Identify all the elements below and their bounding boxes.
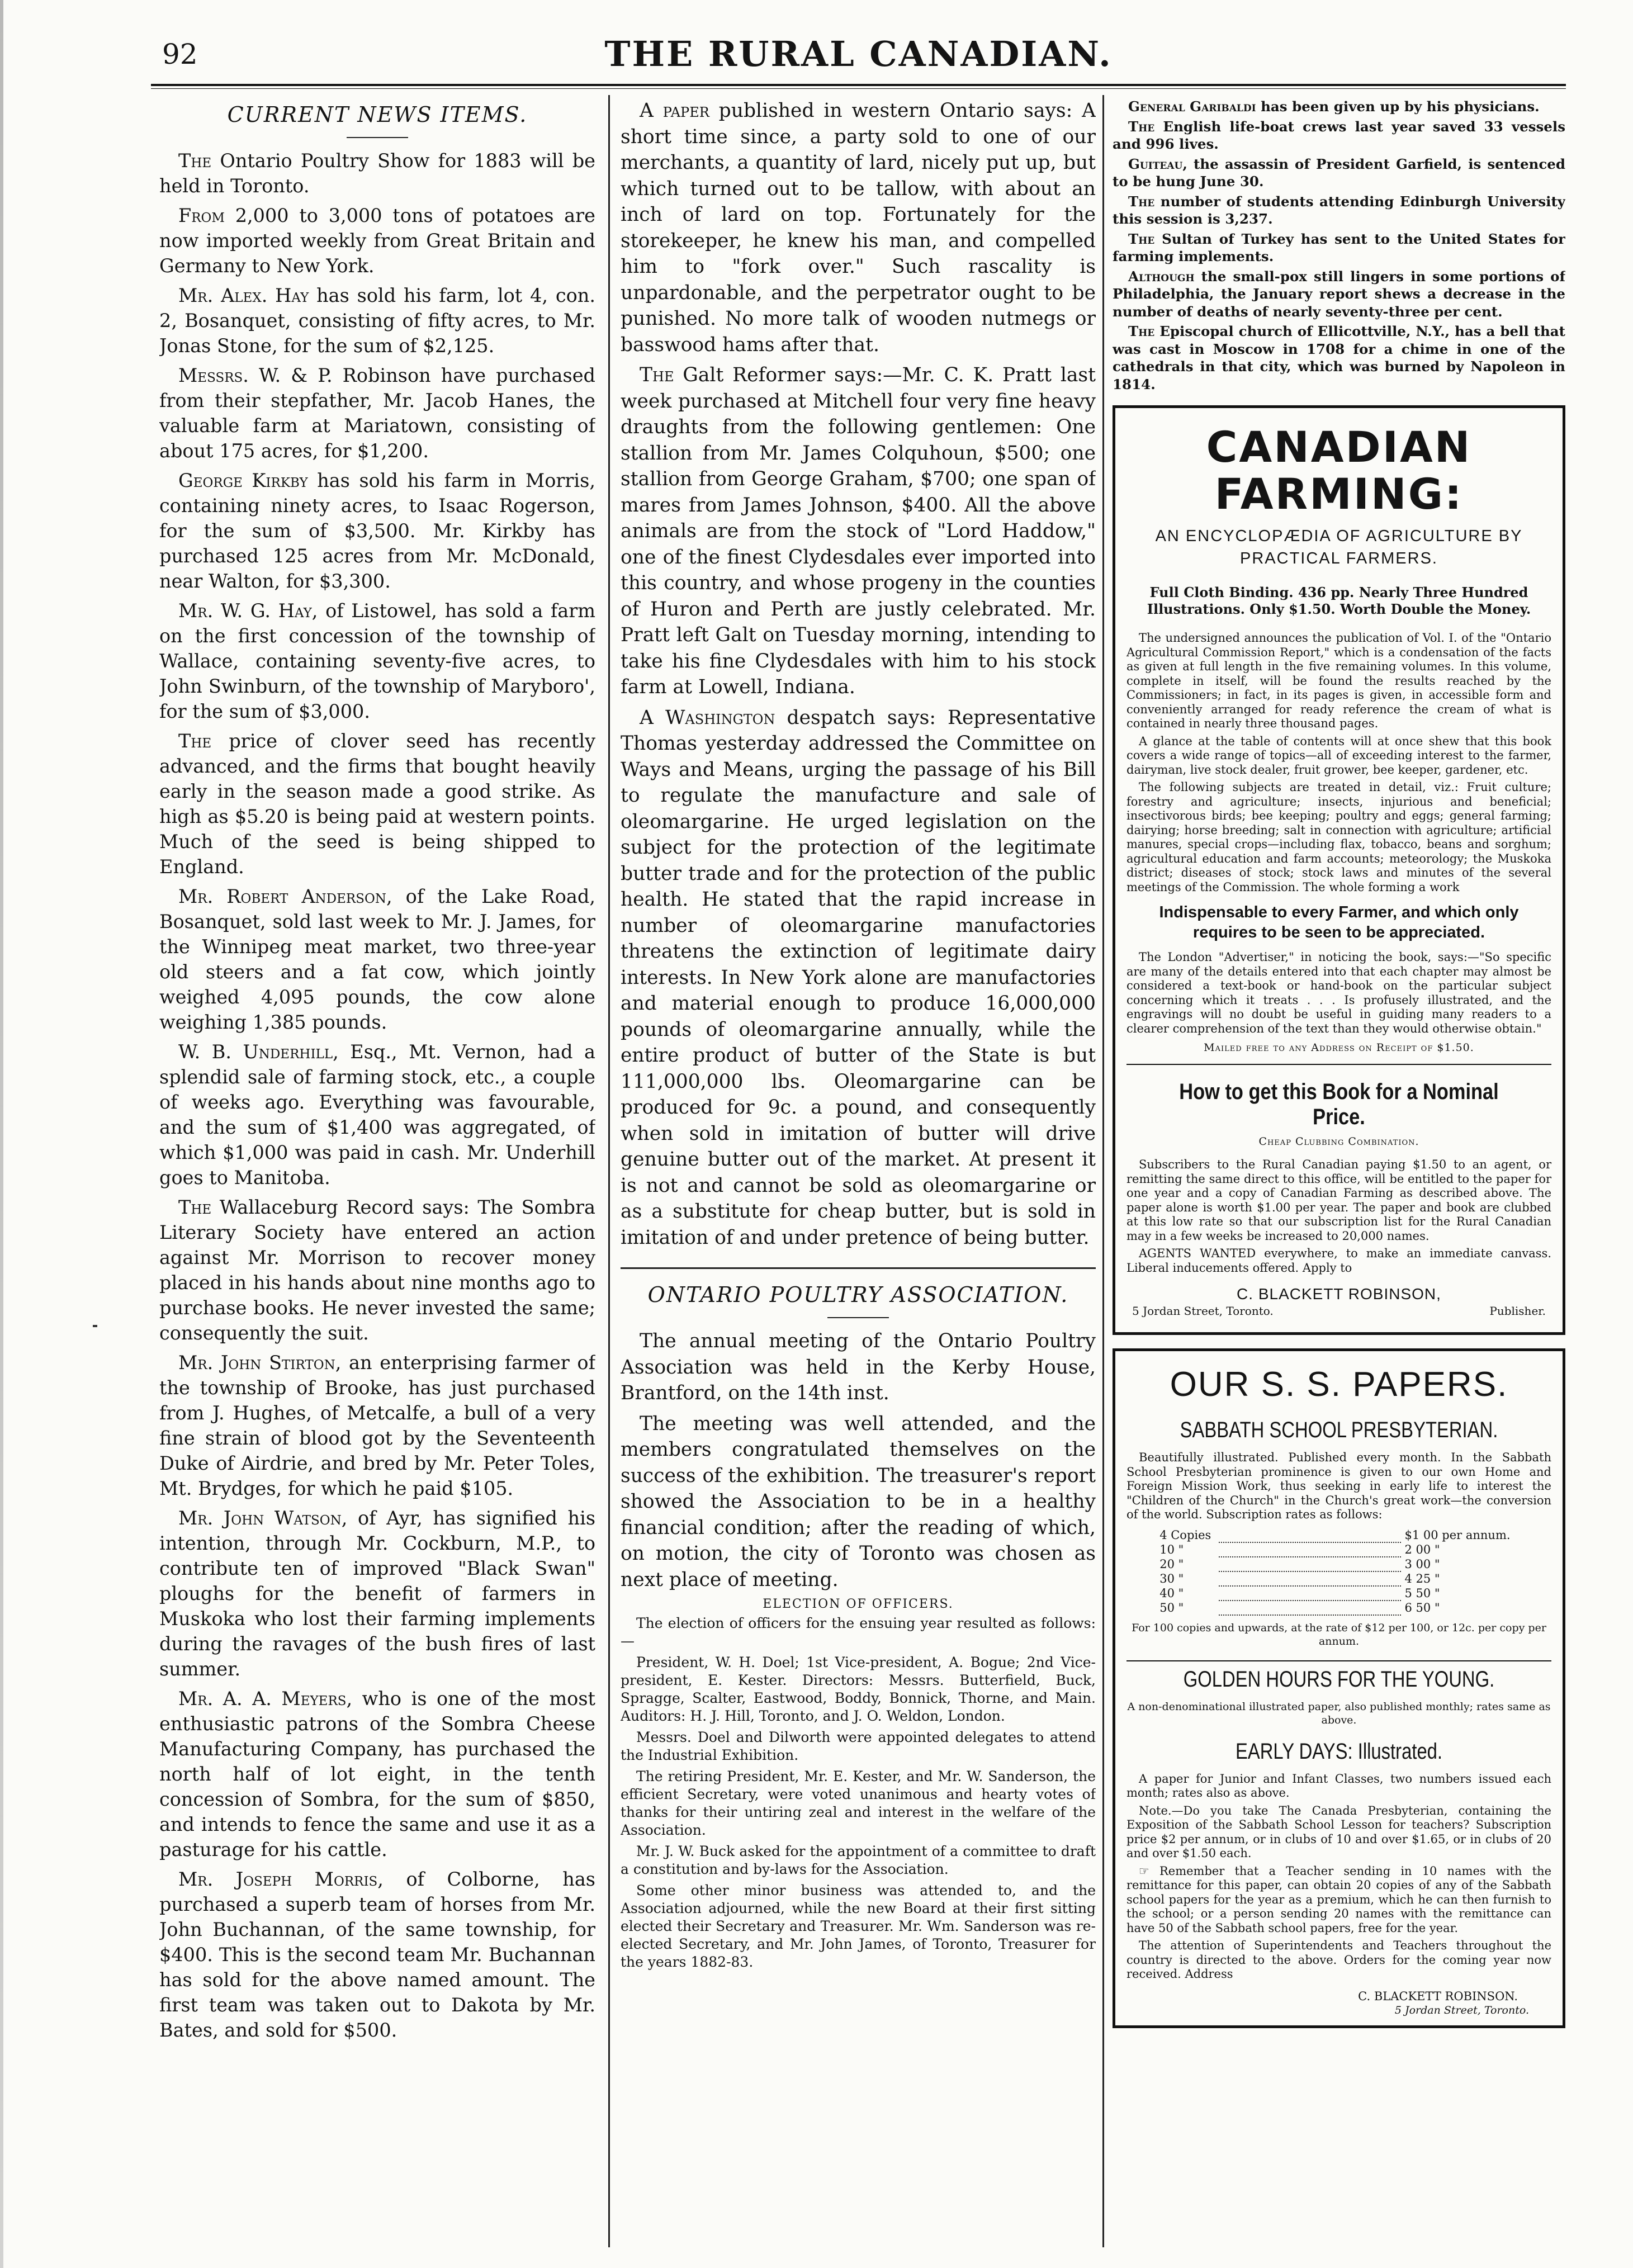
column-notes-ads	[1113, 98, 1565, 2250]
ad-address: 5 Jordan Street, Toronto.	[1132, 1304, 1274, 1318]
ss-ad-paragraph: A non-denominational illustrated paper, also published monthly; rates same as above.	[1127, 1700, 1551, 1726]
ad-offer-subheading: Cheap Clubbing Combination.	[1258, 1135, 1419, 1148]
item-text: Galt Reformer says:—Mr. C. K. Pratt last week purchased at Mitchell four very fine heavy draughts from the following gentlemen: One stallion from Mr. James Colquhoun, $500; one stallion from George Graham, $700; one span of mares from James Johnson, $400. All the above animals are from the stock of "Lord Haddow," one of the finest Clydesdales ever imported into this country, and whose progeny in the counties of Huron and Perth are justly celebrated. Mr. Pratt left Galt on Tuesday morning, intending to take his fine Clydesdales with him to his stock farm at Lowell, Indiana.	[621, 364, 1096, 698]
section-rule	[621, 1267, 1096, 1269]
item-text: Mr. J. W. Buck asked for the appointment of a committee to draft a constitution and by-laws for the Association.	[621, 1843, 1096, 1877]
rate-row	[1156, 1571, 1522, 1586]
rate-row	[1156, 1557, 1522, 1571]
item-text: The annual meeting of the Ontario Poultry Association was held in the Kerby House, Brantford, on the 14th inst.	[621, 1330, 1096, 1404]
item-text: has sold his farm, lot 4, con. 2, Bosanquet, consisting of fifty acres, to Mr. Jonas Stone, for the sum of $2,125.	[159, 285, 595, 357]
item-text: an enterprising farmer of the township of Brooke, has just purchased from J. Hughes, of Metcalfe, a bull of a very fine strain of blood got by the Seventeenth Duke of Airdrie, and bred by Mr. Peter Toles, Mt. Brydges, for which he paid $105.	[159, 1352, 595, 1499]
item-text: of Ayr, has signified his intention, through Mr. Cockburn, M.P., to contribute ten of improved "Black Swan" ploughs for the benefit of farmers in Muskoka who lost their farming implements during the ravages of the bush fires of last summer.	[159, 1507, 595, 1680]
ss-ad-address: 5 Jordan Street, Toronto.	[1394, 2004, 1529, 2016]
section-rule-short	[827, 1317, 889, 1318]
rate-price: 6 50 "	[1404, 1601, 1440, 1614]
brief-note	[1113, 230, 1565, 266]
item-text: 2,000 to 3,000 tons of potatoes are now imported weekly from Great Britain and Germany to New York.	[159, 205, 595, 277]
item-text: of Listowel, has sold a farm on the first concession of the township of Wallace, containing seventy-five acres, to John Swinburn, of the township of Maryboro', for the sum of $3,000.	[159, 600, 595, 722]
item-text: has sold his farm in Morris, containing ninety acres, to Isaac Rogerson, for the sum of $3,500. Mr. Kirkby has purchased 125 acres from Mr. McDonald, near Walton, for $3,300.	[159, 470, 595, 592]
rate-price: 3 00 "	[1404, 1557, 1440, 1571]
item-lead-words: The	[178, 1196, 212, 1218]
rate-row	[1156, 1542, 1522, 1557]
item-text: despatch says: Representative Thomas yesterday addressed the Committee on Ways and Means, urging the passage of his Bill to regulate the manufacture and sale of oleomargarine. He urged legislation on the subject for the protection of the legitimate butter trade and for the protection of the public health. He stated that the rapid increase in number of oleomargarine manufactories threatens the extinction of legitimate dairy interests. In New York alone are manufactories and material enough to produce 16,000,000 pounds of oleomargarine annually, while the entire product of butter of the State is but 111,000,000 lbs. Oleomargarine can be produced for 9c. a pound, and consequently when sold in imitation of butter will drive genuine butter out of the market. At present it is not and cannot be sold as oleomargarine or as a substitute for cheap butter, but is sold in imitation of and under pretence of being butter.	[621, 706, 1096, 1249]
item-lead-words: The	[178, 150, 212, 172]
item-lead-words: The	[640, 364, 674, 386]
item-lead-words: Mr. A. A. Meyers,	[178, 1688, 353, 1710]
page-header	[145, 22, 1572, 84]
page-edge	[0, 0, 3, 2268]
brief-note	[1113, 98, 1565, 116]
election-report	[621, 1614, 1096, 1971]
masthead-title: THE RURAL CANADIAN.	[604, 34, 1113, 74]
ad-publisher-label: Publisher.	[1489, 1304, 1546, 1318]
item-text: published in western Ontario says: A short time since, a party sold to one of our merchants, a quantity of lard, nicely put up, but which turned out to be tallow, with about an inch of lard on top. Fortunately for the storekeeper, he knew his man, and compelled him to "fork over." Such rascality is unpardonable, and the perpetrator ought to be punished. No more talk of wooden nutmegs or basswood hams after that.	[621, 100, 1096, 356]
election-paragraph	[621, 1882, 1096, 1971]
item-lead-words: George Kirkby	[178, 470, 308, 491]
news-item	[159, 1039, 595, 1190]
brief-note	[1113, 193, 1565, 228]
rate-price: 5 50 "	[1404, 1586, 1440, 1600]
news-item	[159, 363, 595, 463]
news-item	[159, 728, 595, 879]
item-lead-words: A paper	[640, 100, 709, 122]
item-text: The retiring President, Mr. E. Kester, and Mr. W. Sanderson, the efficient Secretary, were voted unanimous and hearty votes of thanks for their untiring zeal and interest in the welfare of the Association.	[621, 1768, 1096, 1838]
item-text: who is one of the most enthusiastic patrons of the Sombra Cheese Manufacturing Company, has purchased the north half of lot eight, in the tenth concession of Sombra, for the sum of $850, and intends to fence the same and use it as a pasturage for his cattle.	[159, 1688, 595, 1860]
column-divider-1	[608, 95, 610, 2247]
section-title-current-news: CURRENT NEWS ITEMS.	[227, 102, 528, 127]
brief-note	[1113, 118, 1565, 153]
news-item	[159, 468, 595, 594]
news-item	[159, 884, 595, 1035]
ad-title: CANADIAN FARMING:	[1206, 422, 1472, 519]
news-item	[159, 1867, 595, 2043]
item-lead-words: Guiteau,	[1128, 155, 1187, 172]
section-title-poultry: ONTARIO POULTRY ASSOCIATION.	[647, 1282, 1069, 1307]
item-text: English life-boat crews last year saved 33 vessels and 996 lives.	[1113, 118, 1565, 152]
rate-leader-dots	[1219, 1586, 1402, 1601]
ss-ad-signature: C. BLACKETT ROBINSON.	[1358, 1989, 1518, 2003]
item-lead-words: Although	[1128, 268, 1195, 285]
column-current-news	[159, 98, 595, 2250]
rate-leader-dots	[1219, 1542, 1402, 1557]
article-item	[621, 705, 1096, 1251]
poultry-paragraph	[621, 1411, 1096, 1593]
canadian-farming-advertisement	[1113, 405, 1565, 1335]
item-lead-words: Mr. John Stirton,	[178, 1352, 342, 1374]
poultry-paragraph	[621, 1328, 1096, 1407]
brief-note	[1113, 268, 1565, 321]
ss-ad-subheading: GOLDEN HOURS FOR THE YOUNG.	[1183, 1666, 1495, 1692]
item-text: Esq., Mt. Vernon, had a splendid sale of farming stock, etc., a couple of weeks ago. Everything was favourable, and the sum of $1,400 was aggregated, of which $1,000 was paid in cash. Mr. Underhill goes to Manitoba.	[159, 1041, 595, 1189]
ad-offer-heading: How to get this Book for a Nominal Price.	[1179, 1079, 1499, 1130]
rate-quantity: 50 "	[1159, 1601, 1184, 1614]
column-articles	[621, 98, 1096, 2250]
item-lead-words: A Washington	[640, 706, 775, 729]
item-text: of the Lake Road, Bosanquet, sold last week to Mr. J. James, for the Winnipeg meat market, two three-year old steers and a fat cow, which jointly weighed 4,095 pounds, the cow alone weighing 1,385 pounds.	[159, 886, 595, 1033]
item-text: price of clover seed has recently advanced, and the firms that bought heavily early in the season made a good strike. As high as $5.20 is being paid at western points. Much of the seed is being shipped to England.	[159, 730, 595, 878]
news-item	[159, 1505, 595, 1682]
ss-ad-paragraph: The attention of Superintendents and Teachers throughout the country is directed to the above. Orders for the coming year now received. Address	[1126, 1939, 1551, 1981]
item-lead-words: General Garibaldi	[1128, 98, 1256, 115]
ad-subtitle: AN ENCYCLOPÆDIA OF AGRICULTURE BY PRACTICAL FARMERS.	[1155, 527, 1523, 568]
election-heading: ELECTION OF OFFICERS.	[763, 1597, 954, 1611]
rates-note: For 100 copies and upwards, at the rate of $12 per 100, or 12c. per copy per annum.	[1132, 1621, 1546, 1647]
ad-binding-info: Full Cloth Binding. 436 pp. Nearly Three Hundred Illustrations. Only $1.50. Worth Double the Money.	[1147, 584, 1531, 618]
item-lead-words: From	[178, 205, 225, 226]
rate-quantity: 4 Copies	[1159, 1528, 1211, 1542]
rate-leader-dots	[1219, 1601, 1402, 1615]
item-lead-words: The	[1128, 323, 1155, 339]
rate-price: $1 00 per annum.	[1404, 1528, 1511, 1542]
rate-row	[1156, 1528, 1522, 1542]
item-lead-words: Mr. John Watson,	[178, 1507, 348, 1529]
item-lead-words: W. B. Underhill,	[178, 1041, 339, 1063]
ad-signature: C. BLACKETT ROBINSON,	[1237, 1285, 1441, 1303]
election-paragraph	[621, 1614, 1096, 1650]
election-paragraph	[621, 1768, 1096, 1839]
rate-quantity: 20 "	[1159, 1557, 1184, 1571]
item-text: The election of officers for the ensuing year resulted as follows:—	[621, 1615, 1096, 1649]
ad-agents-note: AGENTS WANTED everywhere, to make an immediate canvass. Liberal inducements offered. Apply to	[1126, 1247, 1551, 1275]
item-text: Sultan of Turkey has sent to the United States for farming implements.	[1113, 230, 1565, 264]
news-items-list	[159, 148, 595, 2043]
ad-paragraph: The undersigned announces the publication of Vol. I. of the "Ontario Agricultural Commission Report," which is a condensation of the facts as given at full length in the five remaining volumes. In this volume, complete in itself, will be found the results reached by the Commissioners; in fact, in its pages is given, in accessible form and conveniently arranged for ready reference the cream of what is contained in nearly three thousand pages.	[1126, 631, 1551, 731]
ss-papers-advertisement	[1113, 1348, 1565, 2028]
header-rule-thin	[151, 88, 1566, 89]
item-text: Messrs. Doel and Dilworth were appointed delegates to attend the Industrial Exhibition.	[621, 1729, 1096, 1763]
item-lead-words: The	[1128, 230, 1155, 247]
rate-quantity: 40 "	[1159, 1586, 1184, 1600]
news-item	[159, 1686, 595, 1862]
item-text: the small-pox still lingers in some portions of Philadelphia, the January report shews a decrease in the number of deaths of nearly seventy-three per cent.	[1113, 268, 1565, 320]
rate-price: 4 25 "	[1404, 1571, 1440, 1585]
ss-ad-paragraph: Beautifully illustrated. Published every month. In the Sabbath School Presbyterian prominence is given to our own Home and Foreign Mission Work, thus seeking in early life to interest the "Children of the Church" in the Church's great work—the conversion of the world. Subscription rates as follows:	[1126, 1451, 1551, 1522]
poultry-report	[621, 1328, 1096, 1593]
item-text: of Colborne, has purchased a superb team of horses from Mr. John Buchannan, of the same township, for $400. This is the second team Mr. Buchannan has sold for the above named amount. The first team was taken out to Dakota by Mr. Bates, and sold for $500.	[159, 1868, 595, 2041]
item-lead-words: The	[1128, 193, 1155, 210]
rate-leader-dots	[1219, 1571, 1402, 1586]
rate-price: 2 00 "	[1404, 1542, 1440, 1556]
brief-note	[1113, 155, 1565, 191]
news-item	[159, 148, 595, 198]
subscription-rates-table	[1156, 1528, 1522, 1616]
item-lead-words: The	[1128, 118, 1155, 135]
ss-ad-subheading: SABBATH SCHOOL PRESBYTERIAN.	[1180, 1418, 1498, 1443]
item-text: number of students attending Edinburgh University this session is 3,237.	[1113, 193, 1565, 227]
item-lead-words: Messrs.	[178, 364, 249, 386]
item-text: Ontario Poultry Show for 1883 will be held in Toronto.	[159, 150, 595, 197]
ad-paragraph: The following subjects are treated in detail, viz.: Fruit culture; forestry and agriculture; insects, injurious and beneficial; insectivorous birds; bee keeping; poultry and eggs; general farming; dairying; horse breeding; salt in connection with agriculture; artificial manures, special crops—including flax, tobacco, beans and sorghum; agricultural education and farm accounts; meteorology; the Muskoka district; diseases of stock; stock laws and minutes of the several meetings of the Commission. The whole forming a work	[1126, 780, 1551, 894]
rate-row	[1156, 1601, 1522, 1615]
ss-ad-paragraph: Note.—Do you take The Canada Presbyterian, containing the Exposition of the Sabbath School Lesson for teachers? Subscription price $2 per annum, or in clubs of 10 and over $1.65, or in clubs of 20 and over $1.50 each.	[1126, 1803, 1551, 1860]
ad-mailing-note: Mailed free to any Address on Receipt of $1.50.	[1204, 1041, 1474, 1054]
item-text: the assassin of President Garfield, is sentenced to be hung June 30.	[1113, 155, 1565, 190]
rate-leader-dots	[1219, 1557, 1402, 1571]
section-rule	[347, 137, 408, 138]
ad-paragraph: A glance at the table of contents will at once shew that this book covers a wide range of topics—all of exceeding interest to the farmer, dairyman, live stock dealer, fruit grower, bee keeper, gardener, etc.	[1126, 734, 1551, 776]
item-lead-words: Mr. W. G. Hay,	[178, 600, 318, 622]
item-text: has been given up by his physicians.	[1256, 98, 1540, 115]
ink-mark	[93, 1325, 97, 1327]
rate-quantity: 10 "	[1159, 1542, 1184, 1556]
ss-ad-paragraph: ☞ Remember that a Teacher sending in 10 names with the remittance for this paper, can obtain 20 copies of any of the Sabbath school papers for the year as a premium, which he can then furnish to the school; or a person sending 20 names with the remittance can have 50 of the Sabbath school papers, free for the year.	[1126, 1864, 1551, 1935]
ad-tagline: Indispensable to every Farmer, and which only requires to be seen to be appreciated.	[1159, 903, 1519, 942]
ad-paragraph: Subscribers to the Rural Canadian paying $1.50 to an agent, or remitting the same direct to this office, will be entitled to the paper for one year and a copy of Canadian Farming as described above. The paper alone is worth $1.00 per year. The paper and book are clubbed at this low rate so that our subscription list for the Rural Canadian may in a few weeks be increased to 20,000 names.	[1126, 1158, 1551, 1243]
rate-quantity: 30 "	[1159, 1571, 1184, 1585]
item-lead-words: The	[178, 730, 212, 752]
ss-ad-title: OUR S. S. PAPERS.	[1170, 1365, 1508, 1404]
item-text: Some other minor business was attended to, and the Association adjourned, while the new Board at their first sitting elected their Secretary and Treasurer. Mr. Wm. Sanderson was re-elected Secretary, and Mr. John James, of Toronto, Treasurer for the years 1882-83.	[621, 1882, 1096, 1970]
ad-rule	[1126, 1064, 1551, 1065]
election-paragraph	[621, 1654, 1096, 1725]
election-paragraph	[621, 1729, 1096, 1764]
ad-review-quote: The London "Advertiser," in noticing the book, says:—"So specific are many of the details entered into that each chapter may almost be considered a text-book or hand-book on the particular subject concerning which it treats . . . Is profusely illustrated, and the engravings will no doubt be useful in guiding many readers to a clearer comprehension of the text than they would otherwise obtain."	[1126, 950, 1551, 1035]
news-item	[159, 1350, 595, 1501]
rate-leader-dots	[1219, 1528, 1402, 1542]
item-text: Episcopal church of Ellicottville, N.Y., has a bell that was cast in Moscow in 1708 for a chime in one of the cathedrals in that city, which was burned by Napoleon in 1814.	[1113, 323, 1565, 392]
item-text: W. & P. Robinson have purchased from their stepfather, Mr. Jacob Hanes, the valuable farm at Mariatown, consisting of about 175 acres, for $1,200.	[159, 364, 595, 462]
ss-ad-subheading: EARLY DAYS: Illustrated.	[1235, 1739, 1443, 1764]
news-item	[159, 203, 595, 278]
article-list	[621, 98, 1096, 1251]
brief-note	[1113, 323, 1565, 393]
page-number: 92	[162, 38, 198, 70]
column-divider-2	[1102, 95, 1104, 2247]
rate-row	[1156, 1586, 1522, 1601]
item-text: The meeting was well attended, and the members congratulated themselves on the success of the exhibition. The treasurer's report showed the Association to be in a healthy financial condition; after the reading of which, on motion, the city of Toronto was chosen as next place of meeting.	[621, 1412, 1096, 1591]
news-item	[159, 1195, 595, 1346]
header-rule	[151, 84, 1566, 86]
article-item	[621, 362, 1096, 700]
item-text: President, W. H. Doel; 1st Vice-president, A. Bogue; 2nd Vice-president, E. Kester. Directors: Messrs. Butterfield, Buck, Spragge, Scalter, Eastwood, Boddy, Bonnick, Thorne, and Main. Auditors: H. J. Hill, Toronto, and J. O. Weldon, London.	[621, 1654, 1096, 1724]
item-text: Wallaceburg Record says: The Sombra Literary Society have entered an action against Mr. Morrison to recover money placed in his hands about nine months ago to purchase books. He never invested the same; consequently the suit.	[159, 1196, 595, 1344]
item-lead-words: Mr. Alex. Hay	[178, 285, 309, 306]
election-paragraph	[621, 1843, 1096, 1878]
news-item	[159, 598, 595, 724]
ss-ad-paragraph: A paper for Junior and Infant Classes, two numbers issued each month; rates also as above.	[1126, 1772, 1551, 1800]
item-lead-words: Mr. Joseph Morris,	[178, 1868, 384, 1890]
ss-ad-rule	[1126, 1660, 1551, 1661]
news-item	[159, 283, 595, 358]
article-item	[621, 98, 1096, 358]
item-lead-words: Mr. Robert Anderson,	[178, 886, 392, 907]
brief-notes	[1113, 98, 1565, 393]
